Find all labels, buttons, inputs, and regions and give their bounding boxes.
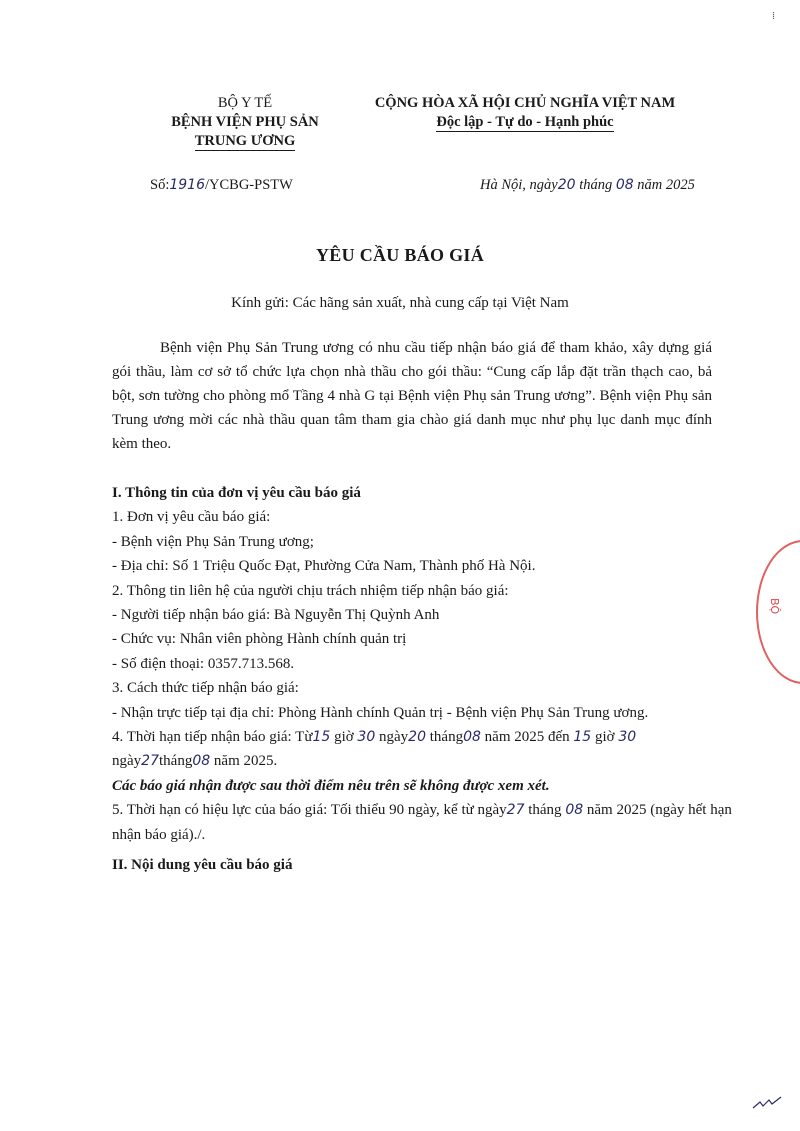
org-hospital-line1: BỆNH VIỆN PHỤ SẢN [171,114,319,130]
greeting: Kính gửi: Các hãng sản xuất, nhà cung cấp tại Việt Nam [231,295,569,311]
date-day: 20 [557,177,576,193]
nation-title: CỘNG HÒA XÃ HỘI CHỦ NGHĨA VIỆT NAM [374,95,676,111]
section-list [112,481,732,878]
item2-a: - Người tiếp nhận báo giá: Bà Nguyễn Thị Quỳnh Anh [112,607,440,624]
item4-minute-to: 30 [618,729,637,746]
item1: 1. Đơn vị yêu cầu báo giá: [112,509,271,526]
item4-minute-from: 30 [357,729,376,746]
org-hospital-line2: TRUNG ƯƠNG [194,133,296,149]
item4-mid: năm 2025 đến [484,729,570,746]
signature-mark-icon [752,1096,782,1110]
item4-hour-to: 15 [573,729,592,746]
item4-month-to: 08 [192,753,211,770]
item4-ngay-to: ngày [112,753,142,770]
item4-month-from: 08 [463,729,481,746]
section1-heading: I. Thông tin của đơn vị yêu cầu báo giá [112,485,361,501]
item5-end: năm 2025 (ngày hết hạn nhận báo giá)./. [112,802,732,843]
item5-day: 27 [506,802,525,819]
document-date [480,177,695,194]
intro-paragraph [112,336,712,456]
item2-b: - Chức vụ: Nhân viên phòng Hành chính quản trị [112,631,407,648]
stamp-text: BỘ [768,598,781,615]
item1-b: - Địa chỉ: Số 1 Triệu Quốc Đạt, Phường Cửa Nam, Thành phố Hà Nội. [112,558,536,575]
item4-gio-to: giờ [594,729,615,746]
item5-month: 08 [565,802,584,819]
doc-number-suffix: /YCBG-PSTW [204,177,293,193]
national-heading [355,94,695,132]
doc-number-prefix: Số: [150,177,170,193]
item1-a: - Bệnh viện Phụ Sản Trung ương; [112,533,314,550]
item4-hour-from: 15 [312,729,331,746]
date-year: năm 2025 [637,177,695,193]
item5-thang: tháng [528,802,562,819]
item2-c: - Số điện thoại: 0357.713.568. [112,655,295,672]
document-number [150,177,293,194]
item5-line1 [112,798,732,847]
item4-end: năm 2025. [213,753,278,770]
item4-thang-from: tháng [429,729,464,746]
item4-ngay-from: ngày [379,729,409,746]
date-place: Hà Nội, ngày [480,177,558,193]
item4-line2 [112,749,732,773]
item3-a: - Nhận trực tiếp tại địa chỉ: Phòng Hành chính Quản trị - Bệnh viện Phụ Sản Trung ương. [112,704,649,721]
intro-text: Bệnh viện Phụ Sản Trung ương có nhu cầu tiếp nhận báo giá để tham khảo, xây dựng giá gói thầu, làm cơ sở tổ chức lựa chọn nhà thầu cho gói thầu: “Cung cấp lắp đặt trần thạch cao, bả bột, sơn tường cho phòng mổ Tầng 4 nhà G tại Bệnh viện Phụ sản Trung ương”. Bệnh viện Phụ sản Trung ương mời các nhà thầu quan tâm tham gia chào giá danh mục như phụ lục danh mục đính kèm theo. [112,340,712,452]
org-ministry: BỘ Y TẾ [217,95,273,111]
item4-line1 [112,725,732,749]
item4-gio-from: giờ [334,729,354,746]
nation-motto: Độc lập - Tự do - Hạnh phúc [436,114,614,130]
item2: 2. Thông tin liên hệ của người chịu trách nhiệm tiếp nhận báo giá: [112,582,509,599]
late-submission-note: Các báo giá nhận được sau thời điểm nêu trên sẽ không được xem xét. [112,777,550,794]
item3: 3. Cách thức tiếp nhận báo giá: [112,680,299,697]
doc-number-handwritten: 1916 [169,177,205,193]
item4-day-to: 27 [141,753,159,770]
section2-heading: II. Nội dung yêu cầu báo giá [112,857,293,874]
item4-day-from: 20 [408,729,426,746]
issuing-organization [150,94,340,151]
date-month-label: tháng [579,177,613,193]
corner-mark: ⁞ [772,10,776,22]
item4-thang-to: tháng [159,753,193,770]
item4-prefix: 4. Thời hạn tiếp nhận báo giá: Từ [112,729,313,746]
document-title: YÊU CẦU BÁO GIÁ [315,245,484,265]
item5-prefix: 5. Thời hạn có hiệu lực của báo giá: Tối thiểu 90 ngày, kể từ ngày [112,802,507,819]
date-month: 08 [615,177,634,193]
